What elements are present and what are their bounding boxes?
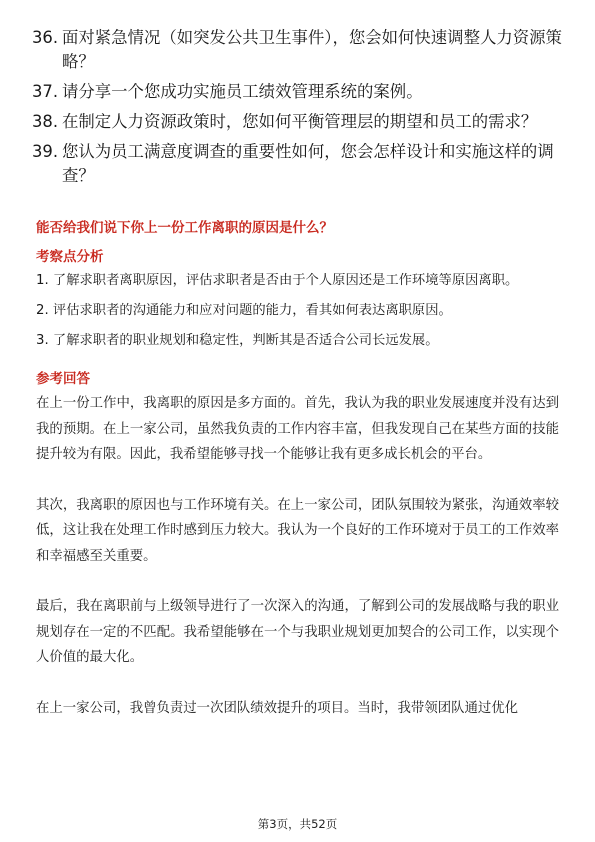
answer-paragraph: 其次，我离职的原因也与工作环境有关。在上一家公司，团队氛围较为紧张，沟通效率较低，这让我在处理工作时感到压力较大。我认为一个良好的工作环境对于员工的工作效率和幸福感至关重要。	[36, 497, 559, 564]
question-item	[32, 80, 567, 104]
analysis-point: 3. 了解求职者的职业规划和稳定性，判断其是否适合公司长远发展。	[36, 333, 439, 348]
answer-paragraph: 最后，我在离职前与上级领导进行了一次深入的沟通，了解到公司的发展战略与我的职业规划存在一定的不匹配。我希望能够在一个与我职业规划更加契合的公司工作，以实现个人价值的最大化。	[36, 599, 559, 665]
answer-body	[36, 391, 559, 721]
question-number: 37.	[32, 82, 59, 101]
question-list	[32, 26, 567, 194]
question-number: 38.	[32, 112, 59, 131]
analysis-point: 2. 评估求职者的沟通能力和应对问题的能力，看其如何表达离职原因。	[36, 303, 452, 318]
page-footer: 第3页，共52页	[257, 817, 338, 831]
question-item	[32, 26, 567, 74]
question-number: 36.	[32, 28, 59, 47]
answer-heading: 参考回答	[36, 371, 90, 387]
question-text: 在制定人力资源政策时，您如何平衡管理层的期望和员工的需求？	[62, 112, 538, 131]
question-item	[32, 110, 567, 134]
analysis-point: 1. 了解求职者离职原因，评估求职者是否由于个人原因还是工作环境等原因离职。	[36, 273, 519, 288]
question-item	[32, 140, 567, 188]
question-text: 您认为员工满意度调查的重要性如何，您会怎样设计和实施这样的调查？	[62, 142, 554, 185]
main-question-heading: 能否给我们说下你上一份工作离职的原因是什么？	[36, 220, 333, 236]
question-number: 39.	[32, 142, 59, 161]
analysis-points	[36, 271, 561, 361]
question-text: 面对紧急情况（如突发公共卫生事件），您会如何快速调整人力资源策略？	[62, 28, 562, 71]
answer-paragraph: 在上一家公司，我曾负责过一次团队绩效提升的项目。当时，我带领团队通过优化	[36, 700, 519, 716]
analysis-heading: 考察点分析	[36, 249, 104, 265]
answer-paragraph: 在上一份工作中，我离职的原因是多方面的。首先，我认为我的职业发展速度并没有达到我的预期。在上一家公司，虽然我负责的工作内容丰富，但我发现自己在某些方面的技能提升较为有限。因此，我希望能够寻找一个能够让我有更多成长机会的平台。	[36, 396, 559, 462]
question-text: 请分享一个您成功实施员工绩效管理系统的案例。	[62, 82, 423, 101]
